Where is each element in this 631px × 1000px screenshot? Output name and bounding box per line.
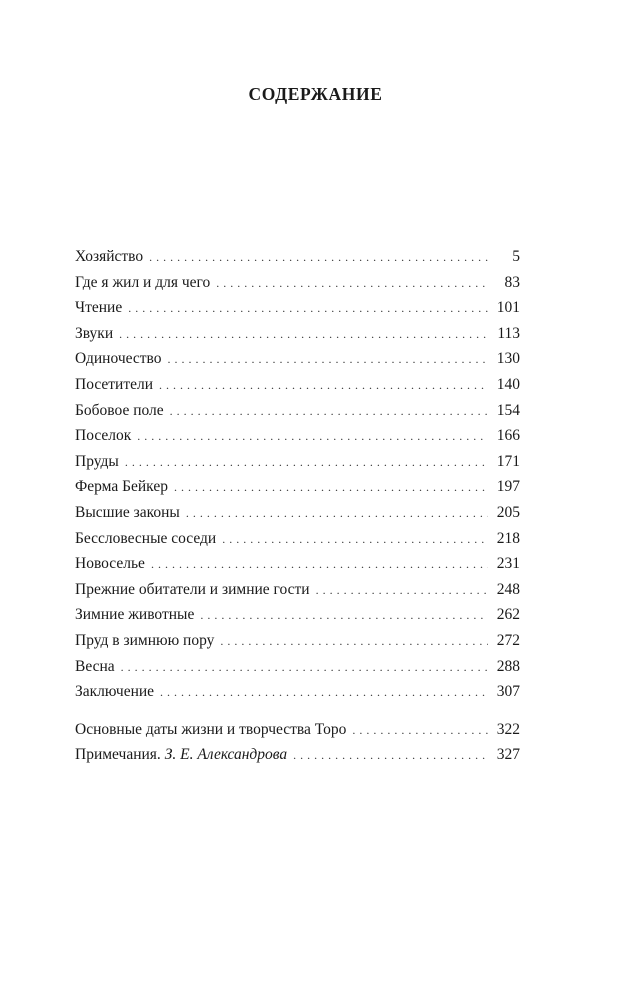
- toc-entry-page: 171: [496, 452, 520, 470]
- dot-leader: [316, 578, 488, 604]
- toc-entry-page: 307: [496, 683, 520, 701]
- toc-entry-page: 262: [496, 606, 520, 624]
- dot-leader: [137, 424, 488, 450]
- dot-leader: [159, 373, 488, 399]
- toc-entry-label: Хозяйство: [75, 248, 144, 265]
- toc-entry-posetiteli: [75, 372, 520, 398]
- dot-leader: [160, 680, 488, 706]
- toc-entry-page: 205: [496, 503, 520, 521]
- toc-entry-label: Пруды: [75, 452, 119, 470]
- toc-entry-page: 288: [496, 657, 520, 675]
- dot-leader: [121, 655, 488, 681]
- toc-entry-poselok: [75, 423, 520, 449]
- toc-entry-prud-v-zimnyuyu-poru: [75, 628, 520, 654]
- toc-entry-label: Чтение: [75, 299, 123, 317]
- dot-leader: [119, 322, 488, 348]
- toc-entry-zimnie-zhivotnye: [75, 602, 520, 628]
- toc-entry-label: Ферма Бейкер: [75, 478, 168, 496]
- toc-entry-chtenie: [75, 295, 520, 321]
- toc-entry-vesna: [75, 654, 520, 680]
- toc-entry-page: 101: [496, 299, 520, 317]
- toc-entry-odinochestvo: [75, 346, 520, 372]
- toc-entry-page: 197: [496, 478, 520, 496]
- toc-entry-page: 231: [496, 555, 520, 573]
- toc-entry-page: 327: [496, 746, 520, 764]
- toc-entry-zaklyuchenie: [75, 679, 520, 705]
- toc-entry-gde-ya-zhil: [75, 270, 520, 296]
- dot-leader: [174, 475, 488, 501]
- toc-entry-prudy: [75, 449, 520, 475]
- toc-entry-label: Высшие законы: [75, 503, 180, 521]
- toc-entry-page: 272: [496, 631, 520, 649]
- toc-entry-page: 5: [512, 248, 520, 265]
- table-of-contents: [75, 244, 520, 768]
- toc-entry-vysshie-zakony: [75, 500, 520, 526]
- toc-entry-page: 113: [497, 324, 520, 342]
- toc-entry-besslovesnye-sosedi: [75, 526, 520, 552]
- dot-leader: [220, 629, 488, 655]
- dot-leader: [186, 501, 488, 527]
- toc-entry-label: Поселок: [75, 427, 132, 445]
- toc-entry-page: 130: [496, 350, 520, 368]
- toc-entry-label-group: [75, 742, 287, 768]
- dot-leader: [216, 271, 488, 297]
- toc-entry-label: Где я жил и для чего: [75, 273, 211, 291]
- toc-entry-label: Примечания.: [75, 746, 161, 764]
- toc-entry-page: 154: [496, 401, 520, 419]
- toc-entry-label: Посетители: [75, 375, 154, 393]
- dot-leader: [149, 245, 488, 271]
- toc-entry-ferma-beyker: [75, 474, 520, 500]
- toc-entry-page: 322: [496, 720, 520, 738]
- toc-entry-label: Прежние обитатели и зимние гости: [75, 580, 310, 598]
- toc-entry-page: 218: [496, 529, 520, 547]
- dot-leader: [125, 450, 488, 476]
- dot-leader: [151, 552, 488, 578]
- toc-entry-khozyaystvo: [75, 244, 520, 270]
- dot-leader: [128, 296, 488, 322]
- toc-entry-osnovnye-daty: [75, 717, 520, 743]
- toc-entry-page: 166: [496, 427, 520, 445]
- toc-entry-label: Новоселье: [75, 555, 145, 573]
- toc-entry-label: Бессловесные соседи: [75, 529, 217, 547]
- dot-leader: [222, 527, 488, 553]
- toc-entry-label: Основные даты жизни и творчества Торо: [75, 720, 347, 738]
- toc-entry-prezhnie-obitateli: [75, 577, 520, 603]
- toc-entry-page: 140: [496, 375, 520, 393]
- toc-entry-label: Заключение: [75, 683, 155, 701]
- toc-entry-label: Звуки: [75, 324, 114, 342]
- toc-entry-page: 248: [496, 580, 520, 598]
- toc-entry-label: Пруд в зимнюю пору: [75, 631, 215, 649]
- toc-entry-page: 83: [504, 273, 520, 291]
- toc-entry-bobovoe-pole: [75, 398, 520, 424]
- dot-leader: [352, 718, 488, 744]
- dot-leader: [293, 743, 488, 769]
- toc-entry-author: З. Е. Александрова: [164, 746, 288, 764]
- toc-entry-zvuki: [75, 321, 520, 347]
- toc-entry-label: Одиночество: [75, 350, 162, 368]
- toc-entry-label: Бобовое поле: [75, 401, 164, 419]
- toc-entry-primechaniya: [75, 742, 520, 768]
- dot-leader: [200, 603, 488, 629]
- toc-entry-novoselye: [75, 551, 520, 577]
- page-title: СОДЕРЖАНИЕ: [248, 84, 383, 104]
- dot-leader: [168, 347, 489, 373]
- toc-entry-label: Зимние животные: [75, 606, 195, 624]
- toc-entry-label: Весна: [75, 657, 115, 675]
- dot-leader: [170, 399, 488, 425]
